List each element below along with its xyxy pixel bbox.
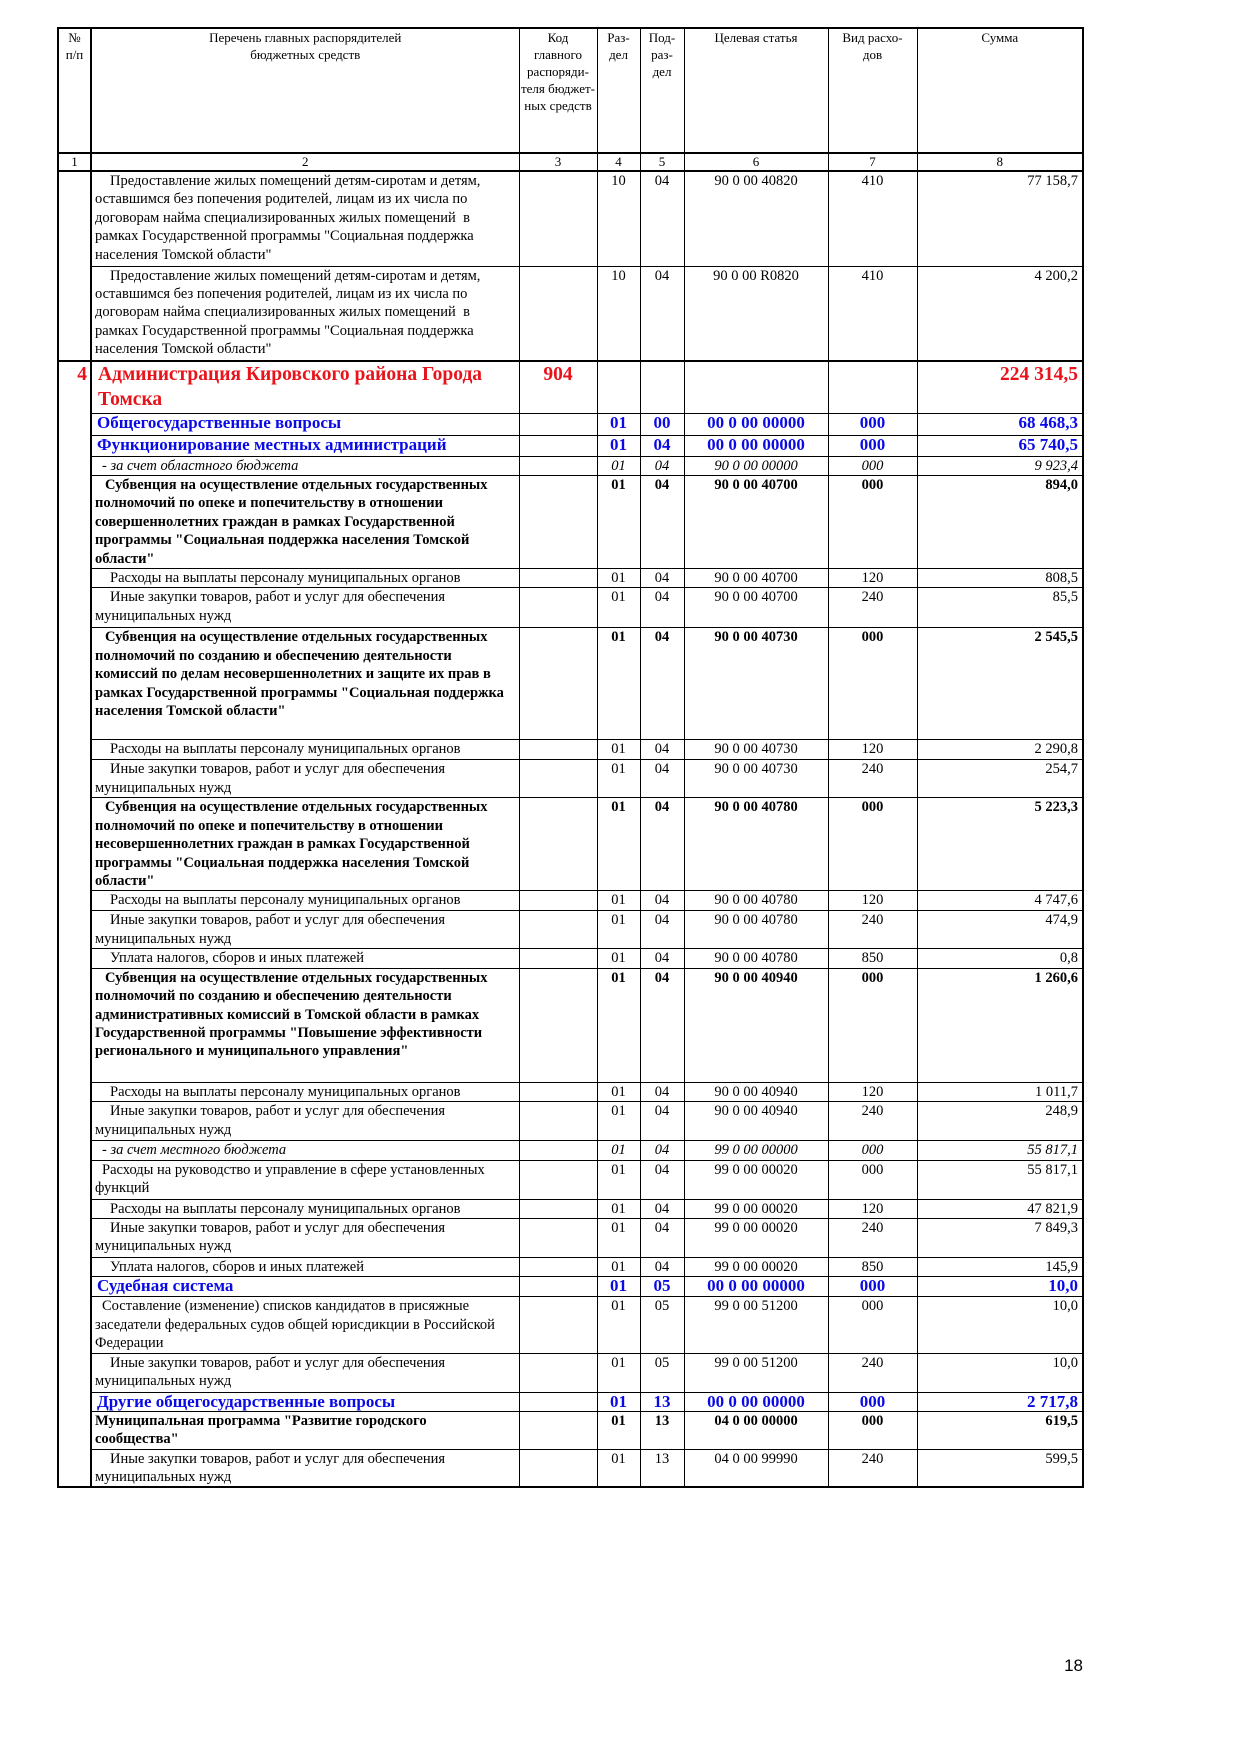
amount-cell: 7 849,3 bbox=[917, 1219, 1083, 1258]
target-article-cell: 99 0 00 51200 bbox=[684, 1353, 828, 1392]
section-cell: 01 bbox=[597, 798, 640, 891]
column-number: 4 bbox=[597, 153, 640, 171]
table-row bbox=[58, 266, 1083, 361]
target-article-cell: 90 0 00 00000 bbox=[684, 456, 828, 475]
distributor-code-cell bbox=[519, 968, 597, 1082]
subsection-cell: 04 bbox=[640, 1141, 684, 1160]
target-article-cell: 99 0 00 00020 bbox=[684, 1199, 828, 1218]
amount-cell: 4 747,6 bbox=[917, 891, 1083, 911]
table-row bbox=[58, 361, 1083, 413]
distributor-code-cell bbox=[519, 798, 597, 891]
table-header bbox=[58, 28, 1083, 171]
amount-cell: 85,5 bbox=[917, 588, 1083, 628]
header-row bbox=[58, 28, 1083, 153]
distributor-name-cell: Субвенция на осуществление отдельных государственных полномочий по созданию и обеспечению деятельности административных комиссий в Томской области в рамках Государственной программы "Повышение эффективности регионального и муниципального управления" bbox=[91, 968, 519, 1082]
amount-cell: 2 717,8 bbox=[917, 1392, 1083, 1411]
table-row bbox=[58, 456, 1083, 475]
distributor-name-cell: Расходы на руководство и управление в сфере установленных функций bbox=[91, 1160, 519, 1199]
row-number-cell bbox=[58, 1353, 91, 1392]
amount-cell: 599,5 bbox=[917, 1449, 1083, 1487]
row-number-cell bbox=[58, 1449, 91, 1487]
expense-type-cell: 000 bbox=[828, 1392, 917, 1411]
subsection-cell: 04 bbox=[640, 171, 684, 266]
section-cell: 01 bbox=[597, 1297, 640, 1353]
target-article-cell: 99 0 00 00020 bbox=[684, 1258, 828, 1277]
distributor-name-cell: Иные закупки товаров, работ и услуг для обеспечения муниципальных нужд bbox=[91, 1102, 519, 1141]
expense-type-cell: 240 bbox=[828, 1353, 917, 1392]
subsection-cell: 04 bbox=[640, 798, 684, 891]
row-number-cell bbox=[58, 911, 91, 949]
amount-cell: 2 290,8 bbox=[917, 740, 1083, 760]
expense-type-cell: 000 bbox=[828, 1141, 917, 1160]
amount-cell: 77 158,7 bbox=[917, 171, 1083, 266]
row-number-cell bbox=[58, 588, 91, 628]
table-row bbox=[58, 171, 1083, 266]
section-cell: 01 bbox=[597, 1160, 640, 1199]
header-target-article: Целевая статья bbox=[684, 28, 828, 153]
column-number-row bbox=[58, 153, 1083, 171]
column-number: 3 bbox=[519, 153, 597, 171]
expense-type-cell: 410 bbox=[828, 171, 917, 266]
row-number-cell: 4 bbox=[58, 361, 91, 413]
distributor-code-cell: 904 bbox=[519, 361, 597, 413]
amount-cell: 55 817,1 bbox=[917, 1160, 1083, 1199]
amount-cell: 808,5 bbox=[917, 568, 1083, 587]
distributor-name-cell: - за счет местного бюджета bbox=[91, 1141, 519, 1160]
target-article-cell: 90 0 00 40940 bbox=[684, 968, 828, 1082]
budget-table bbox=[57, 27, 1084, 1488]
amount-cell: 47 821,9 bbox=[917, 1199, 1083, 1218]
row-number-cell bbox=[58, 435, 91, 456]
distributor-code-cell bbox=[519, 628, 597, 740]
row-number-cell bbox=[58, 891, 91, 911]
amount-cell: 1 011,7 bbox=[917, 1082, 1083, 1101]
table-row bbox=[58, 891, 1083, 911]
section-cell: 01 bbox=[597, 413, 640, 435]
target-article-cell: 90 0 00 40700 bbox=[684, 568, 828, 587]
subsection-cell: 04 bbox=[640, 1082, 684, 1101]
section-cell: 01 bbox=[597, 1141, 640, 1160]
row-number-cell bbox=[58, 568, 91, 587]
table-row bbox=[58, 1199, 1083, 1218]
distributor-name-cell: Иные закупки товаров, работ и услуг для обеспечения муниципальных нужд bbox=[91, 1449, 519, 1487]
distributor-name-cell: Расходы на выплаты персоналу муниципальных органов bbox=[91, 568, 519, 587]
distributor-name-cell: Предоставление жилых помещений детям-сиротам и детям, оставшимся без попечения родителей, лицам из их числа по договорам найма специализированных жилых помещений в рамках Государственной программы "Социальная поддержка населения Томской области" bbox=[91, 266, 519, 361]
distributor-name-cell: - за счет областного бюджета bbox=[91, 456, 519, 475]
table-row bbox=[58, 1411, 1083, 1449]
expense-type-cell: 120 bbox=[828, 891, 917, 911]
distributor-code-cell bbox=[519, 911, 597, 949]
amount-cell: 10,0 bbox=[917, 1353, 1083, 1392]
distributor-name-cell: Уплата налогов, сборов и иных платежей bbox=[91, 1258, 519, 1277]
target-article-cell: 90 0 00 40730 bbox=[684, 760, 828, 798]
target-article-cell: 90 0 00 40700 bbox=[684, 588, 828, 628]
distributor-name-cell: Администрация Кировского района Города Томска bbox=[91, 361, 519, 413]
amount-cell: 1 260,6 bbox=[917, 968, 1083, 1082]
row-number-cell bbox=[58, 1411, 91, 1449]
amount-cell: 68 468,3 bbox=[917, 413, 1083, 435]
row-number-cell bbox=[58, 266, 91, 361]
section-cell: 01 bbox=[597, 949, 640, 968]
amount-cell: 10,0 bbox=[917, 1277, 1083, 1297]
target-article-cell: 90 0 00 40780 bbox=[684, 949, 828, 968]
target-article-cell: 90 0 00 40940 bbox=[684, 1082, 828, 1101]
table-row bbox=[58, 1353, 1083, 1392]
distributor-code-cell bbox=[519, 435, 597, 456]
table-row bbox=[58, 760, 1083, 798]
amount-cell: 619,5 bbox=[917, 1411, 1083, 1449]
subsection-cell: 05 bbox=[640, 1353, 684, 1392]
row-number-cell bbox=[58, 740, 91, 760]
subsection-cell: 00 bbox=[640, 413, 684, 435]
distributor-name-cell: Расходы на выплаты персоналу муниципальных органов bbox=[91, 1082, 519, 1101]
section-cell: 10 bbox=[597, 266, 640, 361]
column-number: 1 bbox=[58, 153, 91, 171]
distributor-code-cell bbox=[519, 1297, 597, 1353]
table-row bbox=[58, 1160, 1083, 1199]
subsection-cell: 04 bbox=[640, 949, 684, 968]
section-cell: 01 bbox=[597, 475, 640, 568]
amount-cell: 4 200,2 bbox=[917, 266, 1083, 361]
distributor-name-cell: Муниципальная программа "Развитие городского сообщества" bbox=[91, 1411, 519, 1449]
subsection-cell: 04 bbox=[640, 1219, 684, 1258]
distributor-code-cell bbox=[519, 891, 597, 911]
section-cell: 01 bbox=[597, 911, 640, 949]
expense-type-cell: 240 bbox=[828, 1449, 917, 1487]
subsection-cell: 13 bbox=[640, 1411, 684, 1449]
section-cell: 01 bbox=[597, 1199, 640, 1218]
row-number-cell bbox=[58, 1219, 91, 1258]
target-article-cell: 00 0 00 00000 bbox=[684, 413, 828, 435]
distributor-name-cell: Расходы на выплаты персоналу муниципальных органов bbox=[91, 1199, 519, 1218]
section-cell: 01 bbox=[597, 1219, 640, 1258]
target-article-cell: 90 0 00 40780 bbox=[684, 911, 828, 949]
table-row bbox=[58, 475, 1083, 568]
section-cell: 01 bbox=[597, 568, 640, 587]
target-article-cell: 90 0 00 40730 bbox=[684, 740, 828, 760]
expense-type-cell: 000 bbox=[828, 1160, 917, 1199]
subsection-cell: 04 bbox=[640, 456, 684, 475]
target-article-cell bbox=[684, 361, 828, 413]
column-number: 5 bbox=[640, 153, 684, 171]
subsection-cell: 04 bbox=[640, 266, 684, 361]
row-number-cell bbox=[58, 628, 91, 740]
amount-cell: 9 923,4 bbox=[917, 456, 1083, 475]
expense-type-cell: 000 bbox=[828, 456, 917, 475]
distributor-code-cell bbox=[519, 568, 597, 587]
distributor-name-cell: Расходы на выплаты персоналу муниципальных органов bbox=[91, 740, 519, 760]
subsection-cell: 05 bbox=[640, 1297, 684, 1353]
distributor-code-cell bbox=[519, 1411, 597, 1449]
amount-cell: 145,9 bbox=[917, 1258, 1083, 1277]
distributor-code-cell bbox=[519, 740, 597, 760]
subsection-cell: 04 bbox=[640, 1258, 684, 1277]
table-row bbox=[58, 1297, 1083, 1353]
amount-cell: 2 545,5 bbox=[917, 628, 1083, 740]
amount-cell: 254,7 bbox=[917, 760, 1083, 798]
subsection-cell: 04 bbox=[640, 1199, 684, 1218]
section-cell: 01 bbox=[597, 1277, 640, 1297]
row-number-cell bbox=[58, 456, 91, 475]
table-row bbox=[58, 1102, 1083, 1141]
section-cell: 01 bbox=[597, 740, 640, 760]
column-number: 8 bbox=[917, 153, 1083, 171]
row-number-cell bbox=[58, 413, 91, 435]
row-number-cell bbox=[58, 1277, 91, 1297]
section-cell: 01 bbox=[597, 628, 640, 740]
table-row bbox=[58, 911, 1083, 949]
section-cell: 01 bbox=[597, 435, 640, 456]
amount-cell: 0,8 bbox=[917, 949, 1083, 968]
section-cell: 10 bbox=[597, 171, 640, 266]
subsection-cell: 04 bbox=[640, 568, 684, 587]
row-number-cell bbox=[58, 171, 91, 266]
amount-cell: 10,0 bbox=[917, 1297, 1083, 1353]
target-article-cell: 90 0 00 40730 bbox=[684, 628, 828, 740]
table-row bbox=[58, 740, 1083, 760]
section-cell: 01 bbox=[597, 1082, 640, 1101]
subsection-cell: 04 bbox=[640, 891, 684, 911]
expense-type-cell: 000 bbox=[828, 1411, 917, 1449]
distributor-code-cell bbox=[519, 1199, 597, 1218]
subsection-cell: 04 bbox=[640, 968, 684, 1082]
header-distributor-name: Перечень главных распорядителей бюджетных средств bbox=[91, 28, 519, 153]
table-row bbox=[58, 1449, 1083, 1487]
table-row bbox=[58, 1219, 1083, 1258]
header-num: № п/п bbox=[58, 28, 91, 153]
subsection-cell: 04 bbox=[640, 1160, 684, 1199]
amount-cell: 5 223,3 bbox=[917, 798, 1083, 891]
section-cell: 01 bbox=[597, 588, 640, 628]
distributor-name-cell: Предоставление жилых помещений детям-сиротам и детям, оставшимся без попечения родителей, лицам из их числа по договорам найма специализированных жилых помещений в рамках Государственной программы "Социальная поддержка населения Томской области" bbox=[91, 171, 519, 266]
distributor-name-cell: Расходы на выплаты персоналу муниципальных органов bbox=[91, 891, 519, 911]
subsection-cell: 13 bbox=[640, 1392, 684, 1411]
distributor-code-cell bbox=[519, 1082, 597, 1101]
target-article-cell: 90 0 00 40780 bbox=[684, 798, 828, 891]
table-row bbox=[58, 1082, 1083, 1101]
distributor-name-cell: Уплата налогов, сборов и иных платежей bbox=[91, 949, 519, 968]
expense-type-cell: 240 bbox=[828, 588, 917, 628]
subsection-cell: 04 bbox=[640, 911, 684, 949]
row-number-cell bbox=[58, 1160, 91, 1199]
distributor-code-cell bbox=[519, 588, 597, 628]
row-number-cell bbox=[58, 1141, 91, 1160]
amount-cell: 224 314,5 bbox=[917, 361, 1083, 413]
distributor-code-cell bbox=[519, 1102, 597, 1141]
row-number-cell bbox=[58, 949, 91, 968]
column-number: 7 bbox=[828, 153, 917, 171]
distributor-code-cell bbox=[519, 1141, 597, 1160]
subsection-cell: 04 bbox=[640, 435, 684, 456]
row-number-cell bbox=[58, 1258, 91, 1277]
amount-cell: 474,9 bbox=[917, 911, 1083, 949]
target-article-cell: 00 0 00 00000 bbox=[684, 435, 828, 456]
target-article-cell: 04 0 00 00000 bbox=[684, 1411, 828, 1449]
target-article-cell: 00 0 00 00000 bbox=[684, 1392, 828, 1411]
target-article-cell: 90 0 00 40780 bbox=[684, 891, 828, 911]
header-expense-type: Вид расхо- дов bbox=[828, 28, 917, 153]
header-sum: Сумма bbox=[917, 28, 1083, 153]
distributor-name-cell: Судебная система bbox=[91, 1277, 519, 1297]
table-row bbox=[58, 968, 1083, 1082]
table-row bbox=[58, 1258, 1083, 1277]
target-article-cell: 99 0 00 00000 bbox=[684, 1141, 828, 1160]
distributor-code-cell bbox=[519, 266, 597, 361]
section-cell: 01 bbox=[597, 1411, 640, 1449]
expense-type-cell: 240 bbox=[828, 760, 917, 798]
expense-type-cell: 240 bbox=[828, 1219, 917, 1258]
expense-type-cell: 120 bbox=[828, 1199, 917, 1218]
row-number-cell bbox=[58, 798, 91, 891]
distributor-code-cell bbox=[519, 1277, 597, 1297]
target-article-cell: 99 0 00 00020 bbox=[684, 1219, 828, 1258]
expense-type-cell: 240 bbox=[828, 1102, 917, 1141]
table-row bbox=[58, 1141, 1083, 1160]
target-article-cell: 90 0 00 R0820 bbox=[684, 266, 828, 361]
row-number-cell bbox=[58, 1102, 91, 1141]
section-cell: 01 bbox=[597, 1392, 640, 1411]
subsection-cell: 04 bbox=[640, 475, 684, 568]
amount-cell: 894,0 bbox=[917, 475, 1083, 568]
section-cell: 01 bbox=[597, 1102, 640, 1141]
row-number-cell bbox=[58, 1082, 91, 1101]
section-cell: 01 bbox=[597, 891, 640, 911]
target-article-cell: 99 0 00 00020 bbox=[684, 1160, 828, 1199]
row-number-cell bbox=[58, 475, 91, 568]
distributor-name-cell: Иные закупки товаров, работ и услуг для обеспечения муниципальных нужд bbox=[91, 760, 519, 798]
subsection-cell bbox=[640, 361, 684, 413]
table-row bbox=[58, 1277, 1083, 1297]
expense-type-cell: 000 bbox=[828, 475, 917, 568]
header-section: Раз- дел bbox=[597, 28, 640, 153]
distributor-code-cell bbox=[519, 1160, 597, 1199]
distributor-name-cell: Функционирование местных администраций bbox=[91, 435, 519, 456]
distributor-name-cell: Составление (изменение) списков кандидатов в присяжные заседатели федеральных судов общей юрисдикции в Российской Федерации bbox=[91, 1297, 519, 1353]
row-number-cell bbox=[58, 760, 91, 798]
expense-type-cell: 000 bbox=[828, 968, 917, 1082]
expense-type-cell: 000 bbox=[828, 1277, 917, 1297]
distributor-name-cell: Субвенция на осуществление отдельных государственных полномочий по опеке и попечительству в отношении несовершеннолетних граждан в рамках Государственной программы "Социальная поддержка населения Томской области" bbox=[91, 798, 519, 891]
subsection-cell: 04 bbox=[640, 588, 684, 628]
target-article-cell: 90 0 00 40820 bbox=[684, 171, 828, 266]
expense-type-cell bbox=[828, 361, 917, 413]
distributor-code-cell bbox=[519, 1258, 597, 1277]
table-row bbox=[58, 413, 1083, 435]
section-cell: 01 bbox=[597, 968, 640, 1082]
table-row bbox=[58, 949, 1083, 968]
table-row bbox=[58, 628, 1083, 740]
subsection-cell: 05 bbox=[640, 1277, 684, 1297]
distributor-code-cell bbox=[519, 1219, 597, 1258]
distributor-code-cell bbox=[519, 413, 597, 435]
subsection-cell: 04 bbox=[640, 760, 684, 798]
section-cell: 01 bbox=[597, 760, 640, 798]
distributor-name-cell: Субвенция на осуществление отдельных государственных полномочий по опеке и попечительству в отношении совершеннолетних граждан в рамках Государственной программы "Социальная поддержка населения Томской области" bbox=[91, 475, 519, 568]
distributor-code-cell bbox=[519, 760, 597, 798]
row-number-cell bbox=[58, 1199, 91, 1218]
amount-cell: 248,9 bbox=[917, 1102, 1083, 1141]
target-article-cell: 90 0 00 40940 bbox=[684, 1102, 828, 1141]
expense-type-cell: 120 bbox=[828, 1082, 917, 1101]
section-cell: 01 bbox=[597, 1353, 640, 1392]
target-article-cell: 00 0 00 00000 bbox=[684, 1277, 828, 1297]
expense-type-cell: 410 bbox=[828, 266, 917, 361]
distributor-name-cell: Иные закупки товаров, работ и услуг для обеспечения муниципальных нужд bbox=[91, 1353, 519, 1392]
distributor-code-cell bbox=[519, 1353, 597, 1392]
subsection-cell: 04 bbox=[640, 1102, 684, 1141]
header-distributor-code: Код главного распоряди- теля бюджет- ных средств bbox=[519, 28, 597, 153]
table-row bbox=[58, 435, 1083, 456]
target-article-cell: 99 0 00 51200 bbox=[684, 1297, 828, 1353]
distributor-name-cell: Иные закупки товаров, работ и услуг для обеспечения муниципальных нужд bbox=[91, 911, 519, 949]
distributor-code-cell bbox=[519, 475, 597, 568]
section-cell: 01 bbox=[597, 1258, 640, 1277]
expense-type-cell: 000 bbox=[828, 413, 917, 435]
table-body bbox=[58, 171, 1083, 1487]
target-article-cell: 04 0 00 99990 bbox=[684, 1449, 828, 1487]
subsection-cell: 04 bbox=[640, 628, 684, 740]
distributor-code-cell bbox=[519, 171, 597, 266]
distributor-code-cell bbox=[519, 456, 597, 475]
expense-type-cell: 000 bbox=[828, 628, 917, 740]
target-article-cell: 90 0 00 40700 bbox=[684, 475, 828, 568]
expense-type-cell: 120 bbox=[828, 740, 917, 760]
expense-type-cell: 850 bbox=[828, 1258, 917, 1277]
header-subsection: Под- раз- дел bbox=[640, 28, 684, 153]
distributor-name-cell: Иные закупки товаров, работ и услуг для обеспечения муниципальных нужд bbox=[91, 588, 519, 628]
page-number: 18 bbox=[1064, 1656, 1083, 1675]
row-number-cell bbox=[58, 1297, 91, 1353]
table-row bbox=[58, 588, 1083, 628]
expense-type-cell: 120 bbox=[828, 568, 917, 587]
expense-type-cell: 850 bbox=[828, 949, 917, 968]
expense-type-cell: 000 bbox=[828, 798, 917, 891]
expense-type-cell: 000 bbox=[828, 1297, 917, 1353]
amount-cell: 65 740,5 bbox=[917, 435, 1083, 456]
row-number-cell bbox=[58, 1392, 91, 1411]
amount-cell: 55 817,1 bbox=[917, 1141, 1083, 1160]
table-row bbox=[58, 568, 1083, 587]
table-row bbox=[58, 1392, 1083, 1411]
section-cell: 01 bbox=[597, 456, 640, 475]
distributor-code-cell bbox=[519, 1449, 597, 1487]
distributor-name-cell: Иные закупки товаров, работ и услуг для обеспечения муниципальных нужд bbox=[91, 1219, 519, 1258]
row-number-cell bbox=[58, 968, 91, 1082]
expense-type-cell: 240 bbox=[828, 911, 917, 949]
table-row bbox=[58, 798, 1083, 891]
distributor-name-cell: Субвенция на осуществление отдельных государственных полномочий по созданию и обеспечению деятельности комиссий по делам несовершеннолетних и защите их прав в рамках Государственной программы "Социальная поддержка населения Томской области" bbox=[91, 628, 519, 740]
section-cell: 01 bbox=[597, 1449, 640, 1487]
distributor-name-cell: Другие общегосударственные вопросы bbox=[91, 1392, 519, 1411]
distributor-code-cell bbox=[519, 949, 597, 968]
subsection-cell: 04 bbox=[640, 740, 684, 760]
column-number: 6 bbox=[684, 153, 828, 171]
distributor-code-cell bbox=[519, 1392, 597, 1411]
subsection-cell: 13 bbox=[640, 1449, 684, 1487]
column-number: 2 bbox=[91, 153, 519, 171]
section-cell bbox=[597, 361, 640, 413]
expense-type-cell: 000 bbox=[828, 435, 917, 456]
distributor-name-cell: Общегосударственные вопросы bbox=[91, 413, 519, 435]
